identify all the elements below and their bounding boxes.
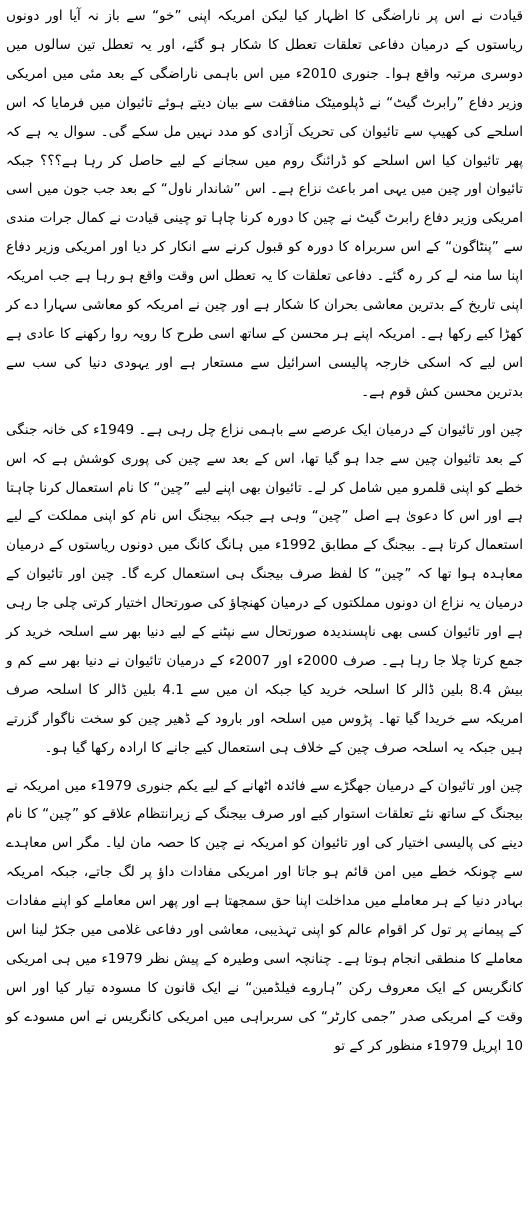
- article-paragraph: قیادت نے اس پر ناراضگی کا اظہار کیا لیکن امریکہ اپنی ”خو“ سے باز نہ آیا اور دونوں ریاستوں کے درمیان دفاعی تعلقات تعطل کا شکار ہو گئے، اور یہ تعطل تین سالوں میں دوسری مرتبہ واقع ہوا۔ جنوری 2010ء میں اس باہمی ناراضگی کے بعد مئی میں امریکی وزیر دفاع ”رابرٹ گیٹ“ نے ڈپلومیٹک منافقت سے بیان دیتے ہوئے تائیوان میں فرمایا کہ اس اسلحے کی کھیپ سے تائیوان کی تحریک آزادی کو مدد نہیں مل سکے گی۔ سوال یہ ہے کہ پھر تائیوان کیا اس اسلحے کو ڈرائنگ روم میں سجانے کے لیے حاصل کر رہا ہے؟؟؟ جبکہ تائیوان اور چین میں یہی امر باعث نزاع ہے۔ اس ”شاندار ناول“ کے بعد جب جون میں اسی امریکی وزیر دفاع رابرٹ گیٹ نے چین کا دورہ کرنا چاہا تو چینی قیادت نے کمال جرات مندی سے ”پنٹاگون“ کے اس سربراہ کا دورہ کو قبول کرنے سے انکار کر دیا اور امریکی وزیر دفاع اپنا سا منہ لے کر رہ گئے۔ دفاعی تعلقات کا یہ تعطل اس وقت واقع ہو رہا ہے جب امریکہ اپنی تاریخ کے بدترین معاشی بحران کا شکار ہے اور چین نے امریکہ کو معاشی سہارا دے کر کھڑا کیے رکھا ہے۔ امریکہ اپنے ہر محسن کے ساتھ اسی طرح کا رویہ روا رکھنے کا عادی ہے اس لیے کہ اسکی خارجہ پالیسی اسرائیل سے مستعار ہے اور یہودی دنیا کی سب سے بدترین محسن کش قوم ہے۔: [6, 8, 523, 400]
- article-paragraph: چین اور تائیوان کے درمیان جھگڑے سے فائدہ اٹھانے کے لیے یکم جنوری 1979ء میں امریکہ نے بیجنگ کے ساتھ نئے تعلقات استوار کیے اور صرف بیجنگ کے زیرانتظام علاقے کو ”چین“ کا نام دینے کی پالیسی اختیار کی اور تائیوان کو امریکہ نے چین کا حصہ مان لیا۔ مگر اس معاہدے سے چونکہ خطے میں امن قائم ہو جاتا اور امریکی مفادات داؤ پر لگ جاتے، جبکہ امریکہ بہادر دنیا کے ہر معاملے میں مداخلت اپنا حق سمجھتا ہے اور پھر اس معاملے کو اپنے مفادات کے پیمانے پر تول کر اقوام عالم کو اپنی تہذیبی، معاشی اور دفاعی غلامی میں جکڑ لینا اس معاملے کا منطقی انجام ہوتا ہے۔ چنانچہ اسی وطیرہ کے پیش نظر 1979ء میں ہی امریکی کانگریس کے ایک معروف رکن ”ہاروے فیلڈمین“ نے ایک قانون کا مسودہ تیار کیا اور اس وقت کے امریکی صدر ”جمی کارٹر“ کی سربراہی میں امریکی کانگریس نے اس مسودے کو 10 اپریل 1979ء منظور کر کے تو: [6, 777, 523, 1054]
- article-paragraph: چین اور تائیوان کے درمیان ایک عرصے سے باہمی نزاع چل رہی ہے۔ 1949ء کی خانہ جنگی کے بعد تائیوان چین سے جدا ہو گیا تھا، اس کے بعد سے چین کی پوری کوشش ہے کہ اس خطے کو اپنی قلمرو میں شامل کر لے۔ تائیوان بھی اپنے لیے ”چین“ کا نام استعمال کرنا چاہتا ہے اور اس کا دعویٰ ہے اصل ”چین“ وہی ہے جبکہ بیجنگ اس نام کو اپنی مملکت کے لیے استعمال کرتا ہے۔ بیجنگ کے مطابق 1992ء میں ہانگ کانگ میں دونوں ریاستوں کے درمیان معاہدہ ہوا تھا کہ ”چین“ کا لفظ صرف بیجنگ ہی استعمال کرے گا۔ چین اور تائیوان کے درمیان یہ نزاع ان دونوں مملکتوں کے درمیان کھنچاؤ کی صورتحال اختیار کرتی چلی جا رہی ہے اور تائیوان کسی بھی ناپسندیدہ صورتحال سے نپٹنے کے لیے دنیا بھر سے اسلحہ خرید کر جمع کرتا چلا جا رہا ہے۔ صرف 2000ء اور 2007ء کے درمیان تائیوان نے دنیا بھر سے کم و بیش 8.4 بلین ڈالر کا اسلحہ خرید کیا جبکہ ان میں سے 4.1 بلین ڈالر کا اسلحہ صرف امریکہ سے خریدا گیا تھا۔ پڑوس میں اسلحہ اور بارود کے ڈھیر چین کو سخت ناگوار گزرتے ہیں جبکہ یہ اسلحہ صرف چین کے خلاف ہی استعمال کیے جانے کا ارادہ رکھا گیا ہو۔: [6, 421, 523, 756]
